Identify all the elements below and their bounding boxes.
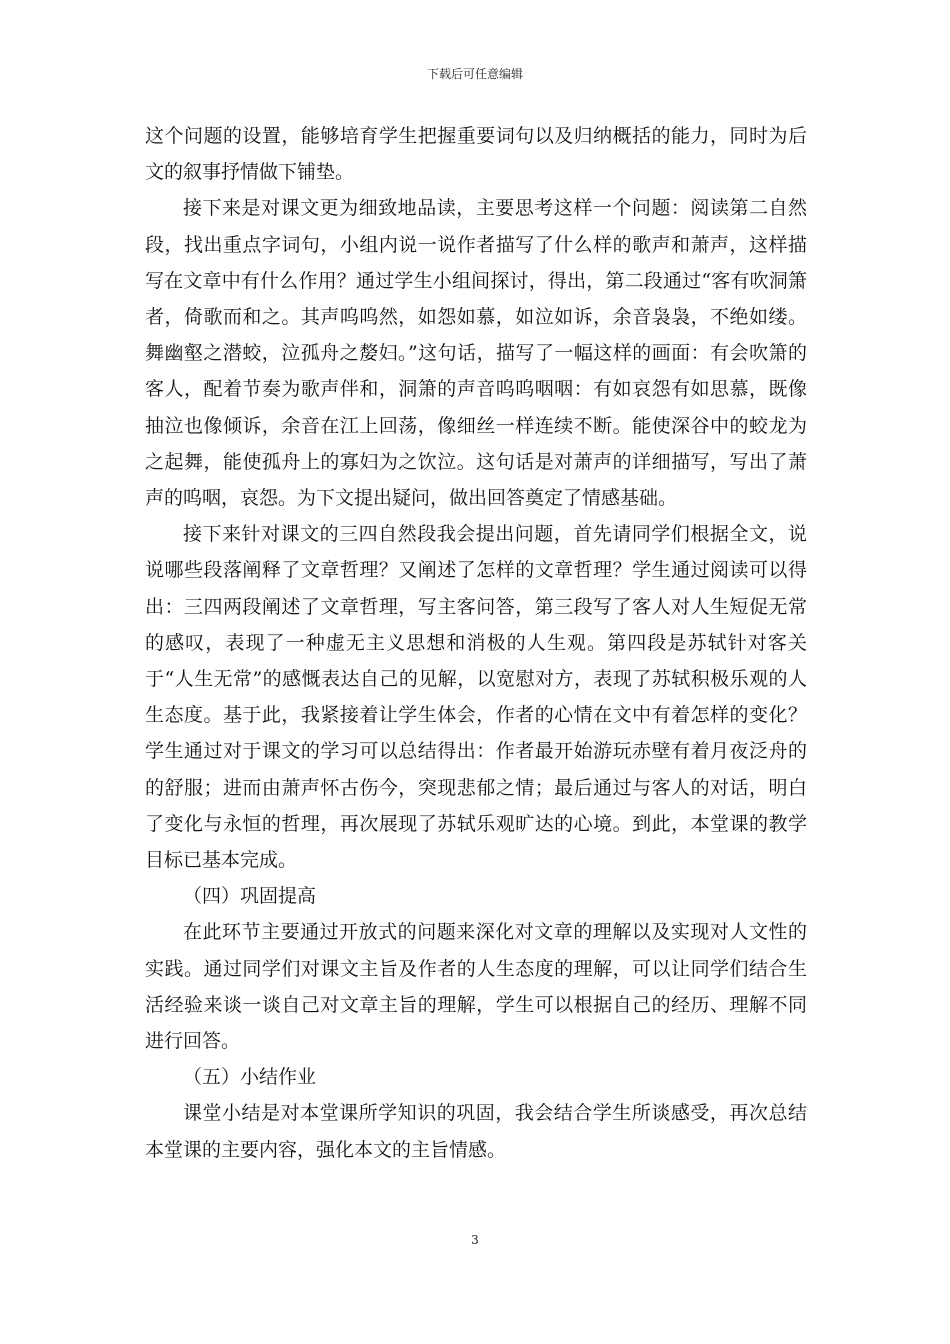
paragraph-second-section-analysis: 接下来是对课文更为细致地品读，主要思考这样一个问题：阅读第二自然段，找出重点字词句，小组内说一说作者描写了什么样的歌声和萧声，这样描写在文章中有什么作用？通过学生小组间探讨，得出，第二段通过“客有吹洞箫者，倚歌而和之。其声呜呜然，如怨如慕，如泣如诉，余音袅袅，不绝如缕。舞幽壑之潜蛟，泣孤舟之嫠妇。”这句话，描写了一幅这样的画面：有会吹箫的客人，配着节奏为歌声伴和，洞箫的声音呜呜咽咽：有如哀怨有如思慕，既像抽泣也像倾诉，余音在江上回荡，像细丝一样连续不断。能使深谷中的蛟龙为之起舞，能使孤舟上的寡妇为之饮泣。这句话是对萧声的详细描写，写出了萧声的呜咽，哀怨。为下文提出疑问，做出回答奠定了情感基础。 <box>145 197 807 510</box>
paragraph-continuation: 这个问题的设置，能够培育学生把握重要词句以及归纳概括的能力，同时为后文的叙事抒情做下铺垫。 <box>145 125 807 184</box>
page-header: 下载后可任意编辑 <box>426 67 523 81</box>
paragraph-third-fourth-section-analysis: 接下来针对课文的三四自然段我会提出问题，首先请同学们根据全文，说说哪些段落阐释了文章哲理？又阐述了怎样的文章哲理？学生通过阅读可以得出：三四两段阐述了文章哲理，写主客问答，第三段写了客人对人生短促无常的感叹，表现了一种虚无主义思想和消极的人生观。第四段是苏轼针对客关于“人生无常”的感慨表达自己的见解，以宽慰对方，表现了苏轼积极乐观的人生态度。基于此，我紧接着让学生体会，作者的心情在文中有着怎样的变化？学生通过对于课文的学习可以总结得出：作者最开始游玩赤壁有着月夜泛舟的的舒服；进而由萧声怀古伤今，突现悲郁之情；最后通过与客人的对话，明白了变化与永恒的哲理，再次展现了苏轼乐观旷达的心境。到此，本堂课的教学目标已基本完成。 <box>145 523 807 872</box>
paragraph-summary: 课堂小结是对本堂课所学知识的巩固，我会结合学生所谈感受，再次总结本堂课的主要内容，强化本文的主旨情感。 <box>145 1102 807 1161</box>
section-heading-consolidation: （四）巩固提高 <box>183 885 317 908</box>
page-number: 3 <box>471 1233 479 1247</box>
section-heading-summary: （五）小结作业 <box>183 1066 317 1089</box>
paragraph-consolidation: 在此环节主要通过开放式的问题来深化对文章的理解以及实现对人文性的实践。通过同学们对课文主旨及作者的人生态度的理解，可以让同学们结合生活经验来谈一谈自己对文章主旨的理解，学生可以根据自己的经历、理解不同进行回答。 <box>145 921 807 1053</box>
document-body <box>145 118 807 1168</box>
